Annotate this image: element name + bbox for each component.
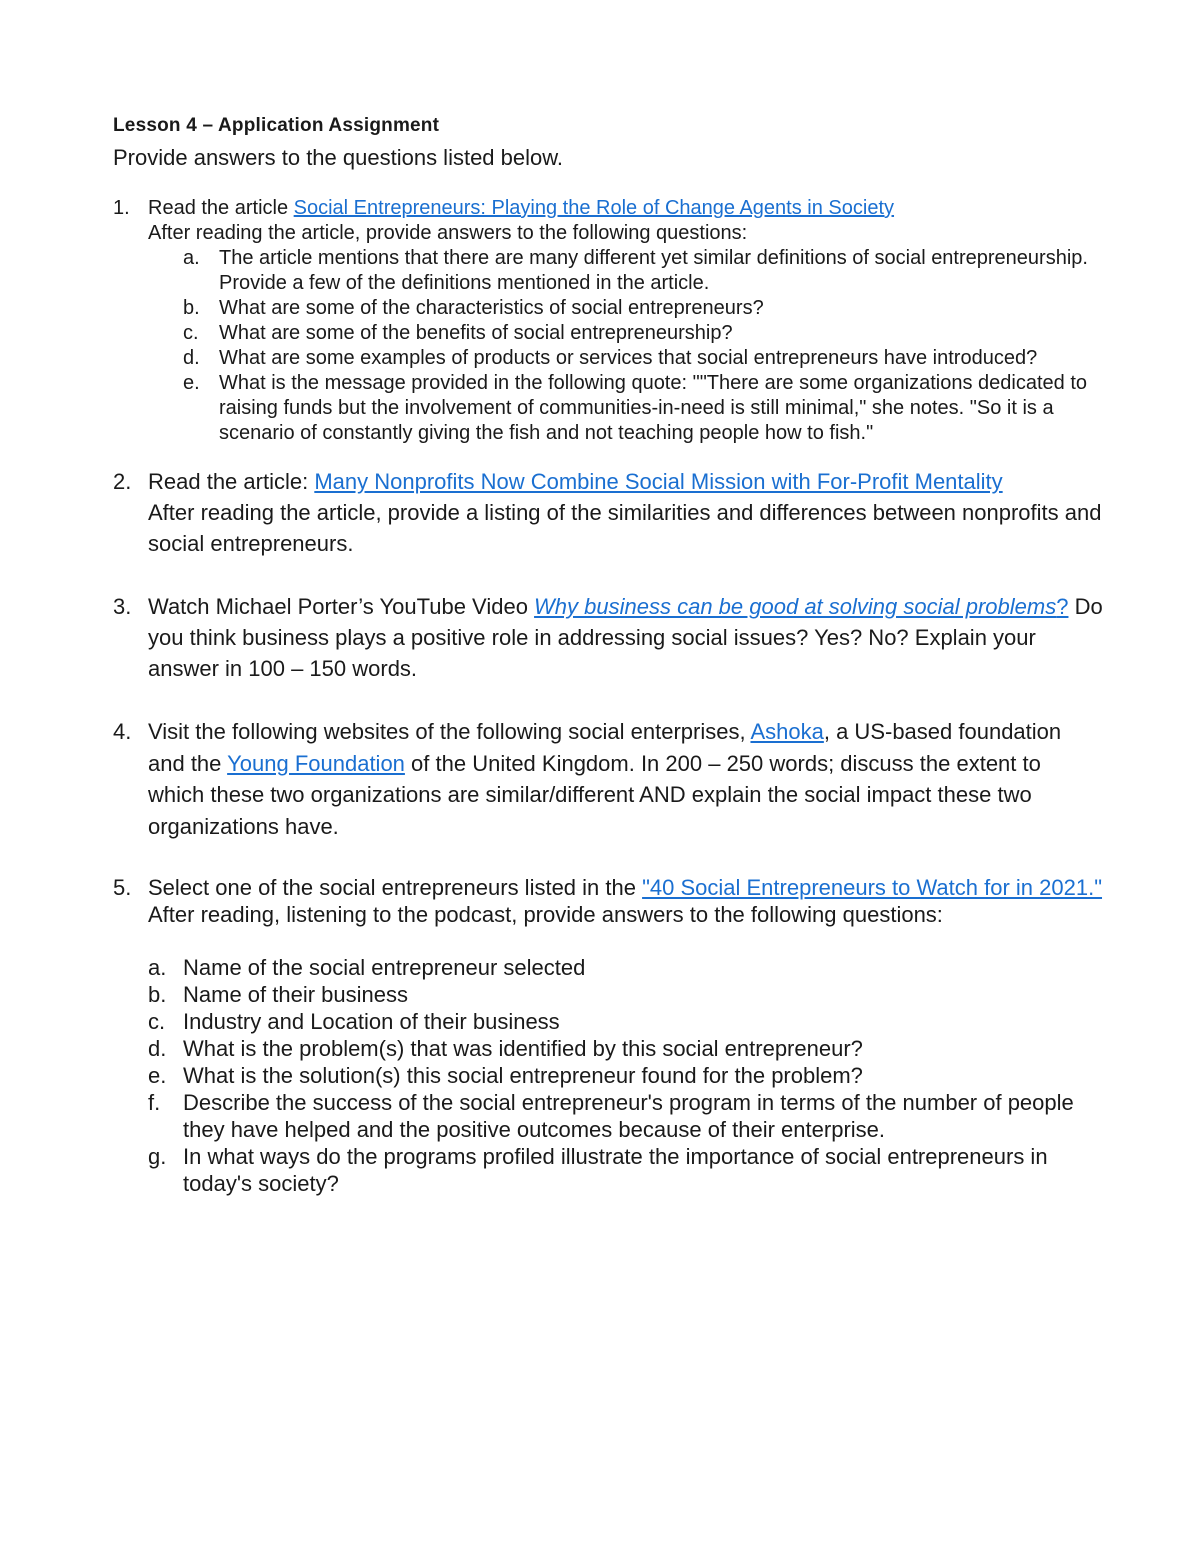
question-1-instruction: After reading the article, provide answers to the following questions: — [148, 222, 748, 244]
website-link-young-foundation[interactable]: Young Foundation — [227, 750, 405, 776]
video-link-porter[interactable]: Why business can be good at solving social problems — [534, 594, 1057, 619]
list-item — [113, 1062, 1103, 1089]
question-number: 3. — [113, 594, 132, 619]
website-link-ashoka[interactable]: Ashoka — [750, 719, 824, 744]
question-3-prompt — [148, 591, 1103, 684]
question-text: Select one of the social entrepreneurs listed in the — [148, 875, 643, 900]
question-text: , a US-based foundation and the — [148, 719, 1062, 776]
question-number: 2. — [113, 469, 132, 494]
question-1-sublist — [113, 246, 1103, 446]
document-subtitle: Provide answers to the questions listed below. — [113, 145, 564, 170]
list-item — [113, 954, 1103, 981]
list-item — [113, 1089, 1103, 1143]
list-item — [113, 321, 1103, 346]
list-item-text: In what ways do the programs profiled illustrate the importance of social entrepreneurs in today's society? — [183, 1144, 1048, 1196]
list-item — [113, 1008, 1103, 1035]
question-text: of the United Kingdom. In 200 – 250 words; discuss the extent to which these two organizations are similar/different AND explain the social impact these two organizations have. — [148, 750, 1041, 839]
document-title: Lesson 4 – Application Assignment — [113, 115, 440, 136]
list-letter: b. — [148, 982, 167, 1007]
list-item-text: What is the problem(s) that was identified by this social entrepreneur? — [183, 1036, 863, 1061]
list-letter: a. — [148, 955, 167, 980]
question-3 — [113, 591, 1103, 684]
question-text: Visit the following websites of the following social enterprises, — [148, 719, 751, 744]
list-letter: c. — [183, 322, 199, 344]
question-number: 4. — [113, 719, 132, 744]
question-5-prompt — [148, 874, 1103, 901]
list-letter: b. — [183, 297, 200, 319]
question-4 — [113, 716, 1103, 842]
list-item-text: What is the solution(s) this social entrepreneur found for the problem? — [183, 1063, 863, 1088]
question-text: Watch Michael Porter’s YouTube Video — [148, 594, 535, 619]
document-page — [113, 112, 1103, 1197]
list-item — [113, 371, 1103, 446]
question-1 — [113, 196, 1103, 246]
article-link-40-social-entrepreneurs[interactable]: "40 Social Entrepreneurs to Watch for in 2021." — [642, 875, 1103, 900]
list-letter: c. — [148, 1009, 166, 1034]
question-5-sublist — [113, 954, 1103, 1197]
list-letter: e. — [148, 1063, 167, 1088]
question-text: Read the article — [148, 197, 294, 219]
list-letter: e. — [183, 372, 200, 394]
list-item-text: Describe the success of the social entrepreneur's program in terms of the number of people they have helped and the positive outcomes because of their enterprise. — [183, 1090, 1074, 1142]
question-2-instruction: After reading the article, provide a listing of the similarities and differences between nonprofits and social entrepreneurs. — [148, 500, 1102, 556]
question-number: 1. — [113, 197, 130, 219]
question-4-prompt — [148, 716, 1103, 842]
video-link-porter-tail[interactable]: ? — [1056, 594, 1069, 619]
list-item — [113, 246, 1103, 296]
list-item — [113, 1035, 1103, 1062]
question-text: Do you think business plays a positive role in addressing social issues? Yes? No? Explain your answer in 100 – 150 words. — [148, 594, 1103, 681]
question-5 — [113, 874, 1103, 928]
list-item-text: The article mentions that there are many different yet similar definitions of social entrepreneurship. Provide a few of the definitions mentioned in the article. — [219, 247, 1088, 294]
list-letter: a. — [183, 247, 200, 269]
list-item-text: What is the message provided in the following quote: ""There are some organizations dedicated to raising funds but the involvement of communities-in-need is still minimal," she notes. "So it is a scenario of constantly giving the fish and not teaching people how to fish." — [219, 372, 1088, 444]
list-letter: g. — [148, 1144, 167, 1169]
list-item-text: Name of the social entrepreneur selected — [183, 955, 586, 980]
list-item-text: What are some examples of products or services that social entrepreneurs have introduced? — [219, 347, 1038, 369]
list-item — [113, 296, 1103, 321]
list-letter: d. — [183, 347, 200, 369]
article-link-social-entrepreneurs[interactable]: Social Entrepreneurs: Playing the Role of Change Agents in Society — [293, 197, 895, 219]
list-item-text: Name of their business — [183, 982, 408, 1007]
list-letter: f. — [148, 1090, 161, 1115]
question-number: 5. — [113, 875, 132, 900]
list-letter: d. — [148, 1036, 167, 1061]
list-item — [113, 981, 1103, 1008]
question-5-instruction: After reading, listening to the podcast, provide answers to the following questions: — [148, 902, 943, 927]
question-text: Read the article: — [148, 469, 315, 494]
list-item-text: What are some of the benefits of social entrepreneurship? — [219, 322, 733, 344]
question-1-prompt — [148, 196, 1103, 221]
question-2-prompt — [148, 466, 1103, 497]
list-item-text: Industry and Location of their business — [183, 1009, 560, 1034]
list-item-text: What are some of the characteristics of social entrepreneurs? — [219, 297, 764, 319]
list-item — [113, 346, 1103, 371]
article-link-nonprofits[interactable]: Many Nonprofits Now Combine Social Mission with For-Profit Mentality — [314, 469, 1003, 494]
list-item — [113, 1143, 1103, 1197]
question-2 — [113, 466, 1103, 559]
